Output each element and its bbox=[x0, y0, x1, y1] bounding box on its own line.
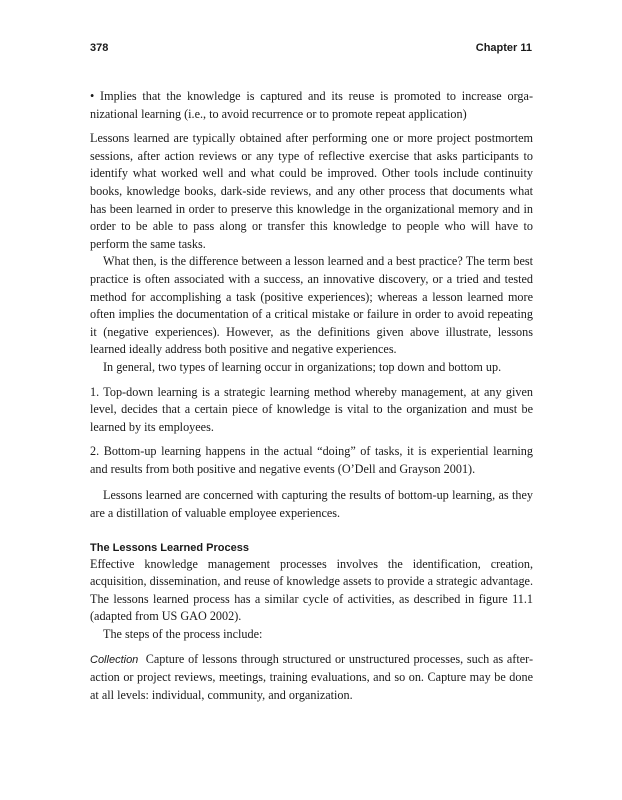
paragraph-lessons-learned: Lessons learned are typically obtained after performing one or more project postmortem sessions, after action reviews or any type of reflective exercise that asks participants to identify what worked well and what could be improved. Other tools include continuity books, knowledge books, dark-side reviews, and any other process that documents what has been learned in order to preserve this knowledge in the organizational memory and in order to be able to pass along or transfer this knowledge to people who will have to perform the same tasks. bbox=[90, 131, 533, 251]
list-item-bottom-up: 2. Bottom-up learning happens in the actual “doing” of tasks, it is experiential learning and results from both positive and negative events (O’Dell and Grayson 2001). bbox=[90, 444, 533, 476]
section-heading: The Lessons Learned Process bbox=[90, 541, 249, 554]
bullet-paragraph: • Implies that the knowledge is captured and its reuse is promoted to increase organizational learning (i.e., to avoid recurrence or to promote repeat application) bbox=[90, 89, 533, 121]
page-number: 378 bbox=[90, 42, 109, 54]
collection-term: Collection bbox=[90, 653, 139, 666]
paragraph-collection bbox=[90, 651, 533, 705]
paragraph-bottom-up-summary: Lessons learned are concerned with capturing the results of bottom-up learning, as they are a distillation of valuable employee experiences. bbox=[90, 488, 533, 521]
paragraph-process-intro: Effective knowledge management processes involves the identification, creation, acquisition, dissemination, and reuse of knowledge assets to provide a strategic advantage. The lessons learned process has a similar cycle of activities, as described in figure 11.1 (adapted from US GAO 2002). bbox=[90, 556, 533, 624]
chapter-title: Chapter 11 bbox=[475, 42, 532, 54]
paragraph-steps-intro: The steps of the process include: bbox=[103, 627, 263, 642]
collection-text: Capture of lessons through structured or unstructured processes, such as after-action or project reviews, meetings, training evaluations, and so on. Capture may be done at all levels: individual, community, and organization. bbox=[90, 651, 534, 702]
paragraph-learning-types: In general, two types of learning occur in organizations; top down and bottom up. bbox=[103, 359, 502, 374]
paragraph-difference: What then, is the difference between a lesson learned and a best practice? The term best practice is often associated with a success, an innovative discovery, or a tried and tested method for accomplishing a task (positive experiences); whereas a lesson learned more often implies the documentation of a critical mistake or failure in order to avoid repeating it (negative experiences). However, as the definitions given above illustrate, lessons learned ideally address both positive and negative experiences. bbox=[90, 254, 533, 357]
running-header bbox=[90, 42, 532, 56]
list-item-top-down: 1. Top-down learning is a strategic learning method whereby management, at any given level, decides that a certain piece of knowledge is vital to the organization and must be learned by its employees. bbox=[90, 384, 533, 434]
body-text bbox=[90, 88, 533, 704]
